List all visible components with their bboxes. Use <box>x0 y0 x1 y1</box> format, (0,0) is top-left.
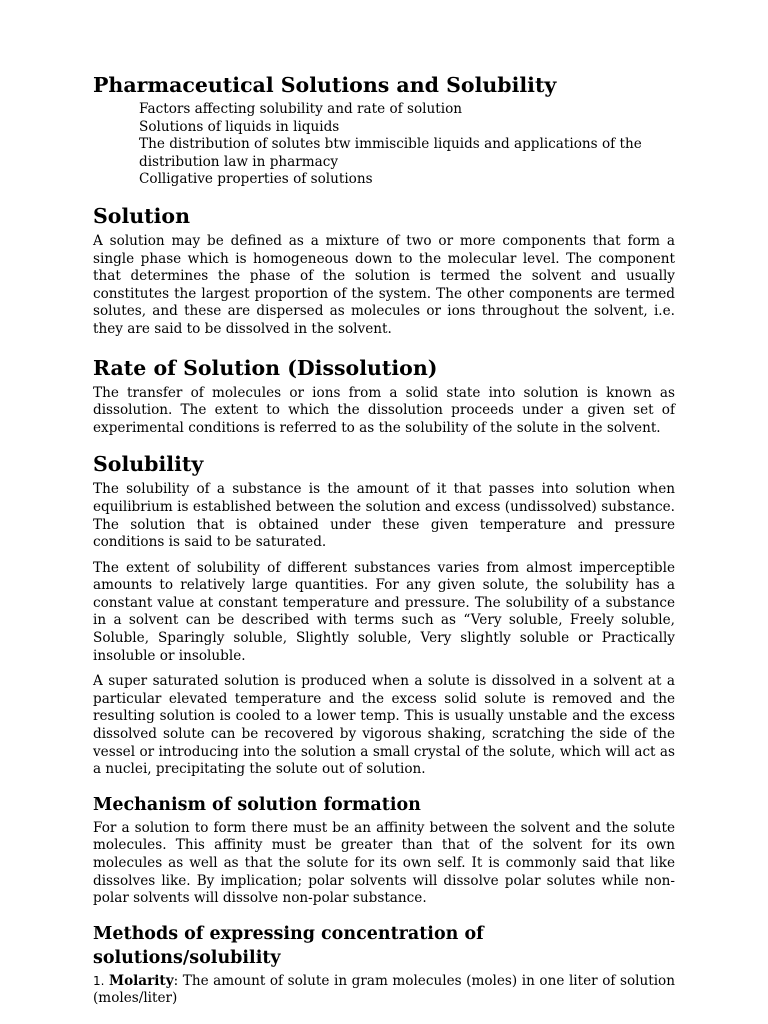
paragraph-solution: A solution may be defined as a mixture of two or more components that form a single phase which is homogeneous down to the molecular level. The component that determines the phase of the solution is termed the solvent and usually constitutes the largest proportion of the system. The other components are termed solutes, and these are dispersed as molecules or ions throughout the solvent, i.e. they are said to be dissolved in the solvent. <box>93 232 675 337</box>
heading-solution: Solution <box>93 203 191 228</box>
paragraph-rate: The transfer of molecules or ions from a solid state into solution is known as dissolution. The extent to which the dissolution proceeds under a given set of experimental conditions is referred to as the solubility of the solute in the solvent. <box>93 384 675 436</box>
list-item-molarity <box>93 973 675 1008</box>
heading-rate-of-solution: Rate of Solution (Dissolution) <box>93 355 438 380</box>
paragraph-solubility-1: The solubility of a substance is the amount of it that passes into solution when equilibrium is established between the solution and excess (undissolved) substance. The solution that is obtained under these given temperature and pressure conditions is said to be saturated. <box>93 481 675 551</box>
item-number: 1. <box>93 973 105 988</box>
term-molarity: Molarity <box>109 972 174 989</box>
paragraph-solubility-3: A super saturated solution is produced when a solute is dissolved in a solvent at a particular elevated temperature and the excess solid solute is removed and the resulting solution is cooled to a lower temp. This is usually unstable and the excess dissolved solute can be recovered by vigorous shaking, scratching the side of the vessel or introducing into the solution a small crystal of the solute, which will act as a nuclei, precipitating the solute out of solution. <box>93 673 675 778</box>
document-page <box>93 72 675 1008</box>
definition-molarity: : The amount of solute in gram molecules (moles) in one liter of solution (moles/liter) <box>93 972 675 1007</box>
heading-methods: Methods of expressing concentration of solutions/solubility <box>93 923 484 968</box>
topic-item: Solutions of liquids in liquids <box>139 118 340 135</box>
topic-item: Colligative properties of solutions <box>139 171 373 188</box>
heading-solubility: Solubility <box>93 452 204 477</box>
topic-item: Factors affecting solubility and rate of solution <box>139 101 463 117</box>
heading-mechanism: Mechanism of solution formation <box>93 794 421 815</box>
topic-list <box>139 101 675 189</box>
paragraph-mechanism: For a solution to form there must be an affinity between the solvent and the solute molecules. This affinity must be greater than that of the solvent for its own molecules as well as that the solute for its own self. It is commonly said that like dissolves like. By implication; polar solvents will dissolve polar solutes while non-polar solvents will dissolve non-polar substance. <box>93 819 675 907</box>
topic-item: The distribution of solutes btw immiscible liquids and applications of the distribution law in pharmacy <box>139 136 642 170</box>
document-title: Pharmaceutical Solutions and Solubility <box>93 73 557 97</box>
paragraph-solubility-2: The extent of solubility of different substances varies from almost imperceptible amounts to relatively large quantities. For any given solute, the solubility has a constant value at constant temperature and pressure. The solubility of a substance in a solvent can be described with terms such as “Very soluble, Freely soluble, Soluble, Sparingly soluble, Slightly soluble, Very slightly soluble or Practically insoluble or insoluble. <box>93 559 675 664</box>
